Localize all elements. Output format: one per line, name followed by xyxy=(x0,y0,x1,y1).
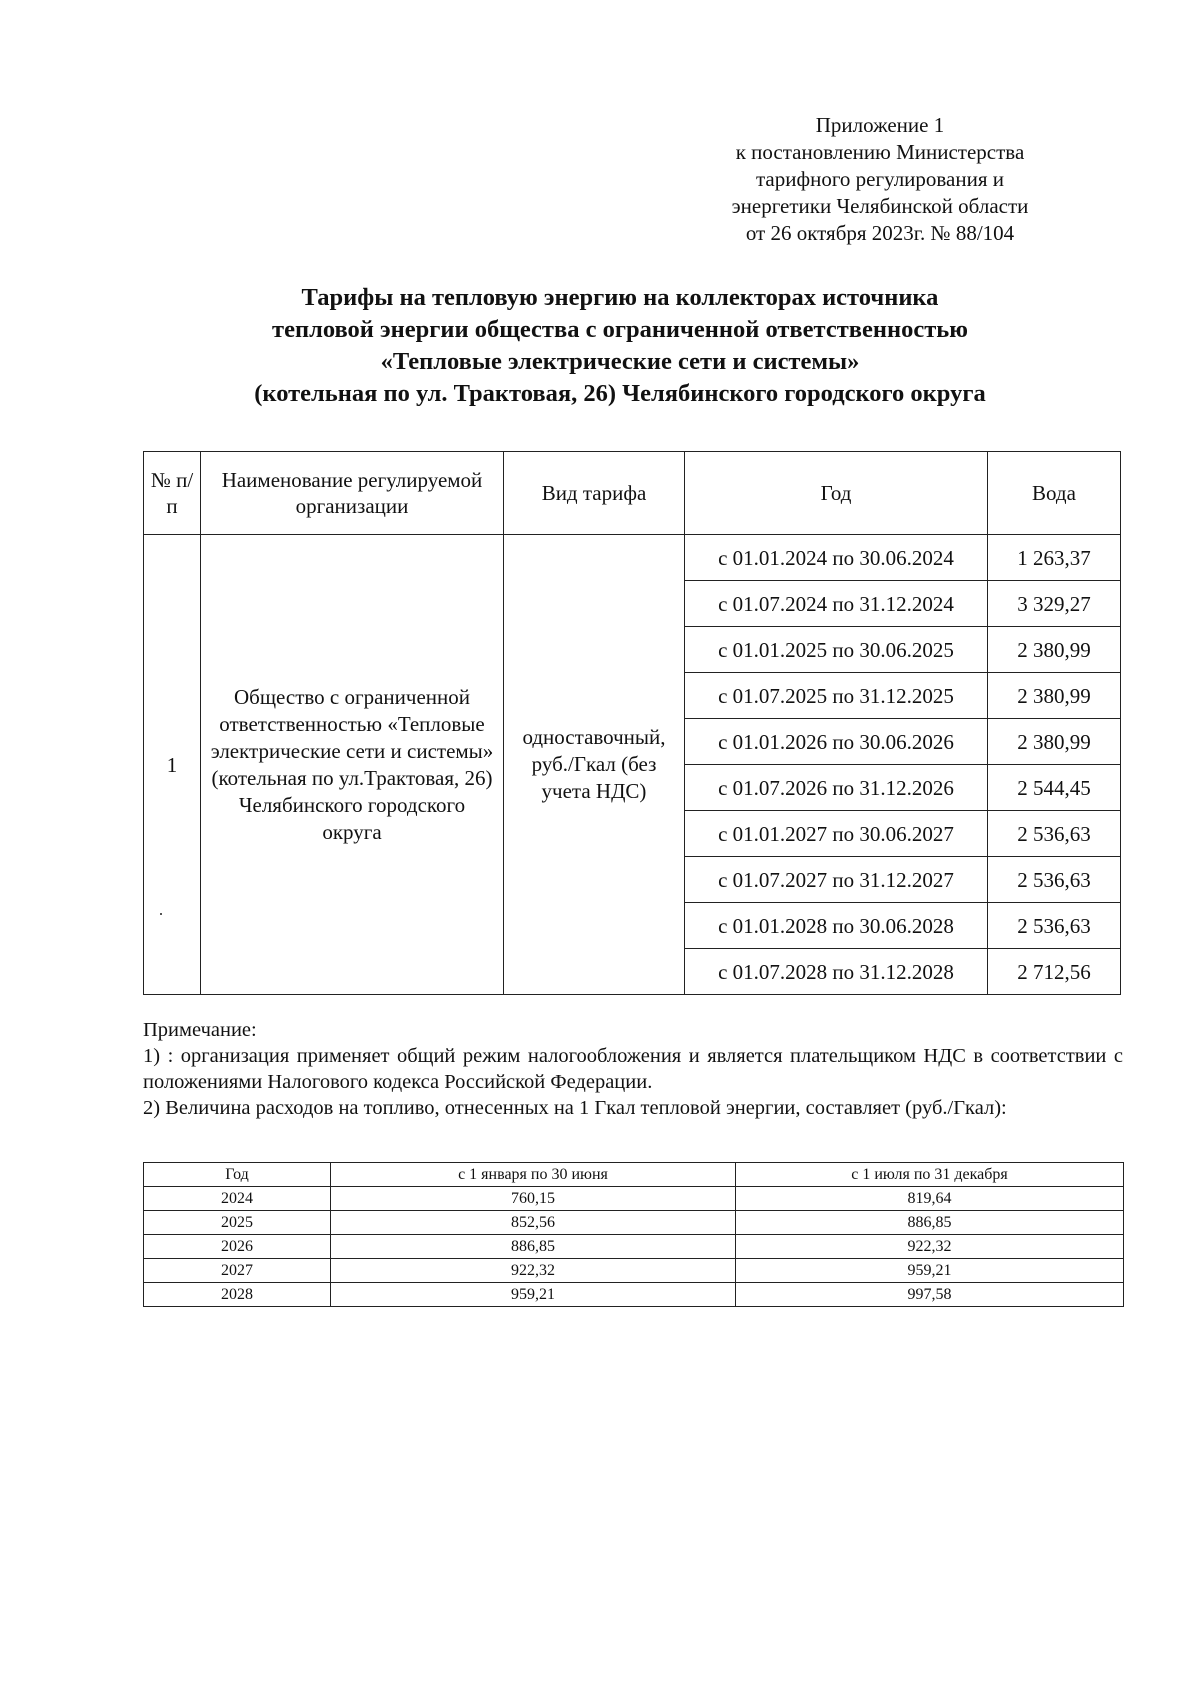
period-cell: с 01.01.2027 по 30.06.2027 xyxy=(685,811,988,857)
water-tariff-value: 2 536,63 xyxy=(988,811,1121,857)
fuel-second-half-cell: 997,58 xyxy=(736,1283,1124,1307)
fuel-second-half-cell: 819,64 xyxy=(736,1187,1124,1211)
title-line: (котельная по ул. Трактовая, 26) Челябинского городского округа xyxy=(254,380,986,407)
organization-name: Общество с ограниченной ответственностью «Тепловые электрические сети и системы» (котельная по ул.Трактовая, 26) Челябинского городского округа xyxy=(201,535,504,995)
water-tariff-value: 1 263,37 xyxy=(988,535,1121,581)
fuel-header-first-half: с 1 января по 30 июня xyxy=(331,1163,736,1187)
water-tariff-value: 2 380,99 xyxy=(988,719,1121,765)
annex-line: к постановлению Министерства xyxy=(735,140,1025,164)
annex-line: энергетики Челябинской области xyxy=(731,194,1029,218)
period-cell: с 01.07.2025 по 31.12.2025 xyxy=(685,673,988,719)
period-cell: с 01.01.2026 по 30.06.2026 xyxy=(685,719,988,765)
water-tariff-value: 2 536,63 xyxy=(988,857,1121,903)
note-block xyxy=(143,1017,1123,1121)
period-cell: с 01.07.2024 по 31.12.2024 xyxy=(685,581,988,627)
fuel-year-cell: 2026 xyxy=(144,1235,331,1259)
header-year: Год xyxy=(685,452,988,535)
fuel-cost-table xyxy=(143,1162,1124,1307)
fuel-row xyxy=(144,1187,1124,1211)
fuel-first-half-cell: 760,15 xyxy=(331,1187,736,1211)
water-tariff-value: 2 544,45 xyxy=(988,765,1121,811)
fuel-header-year: Год xyxy=(144,1163,331,1187)
fuel-row xyxy=(144,1259,1124,1283)
water-tariff-value: 2 712,56 xyxy=(988,949,1121,995)
period-cell: с 01.01.2024 по 30.06.2024 xyxy=(685,535,988,581)
header-org: Наименование регулируемой организации xyxy=(201,452,504,535)
annex-block xyxy=(690,112,1070,247)
annex-line: от 26 октября 2023г. № 88/104 xyxy=(745,221,1015,245)
water-tariff-value: 2 380,99 xyxy=(988,627,1121,673)
fuel-first-half-cell: 886,85 xyxy=(331,1235,736,1259)
annex-line: Приложение 1 xyxy=(815,113,945,137)
fuel-first-half-cell: 852,56 xyxy=(331,1211,736,1235)
title-line: Тарифы на тепловую энергию на коллекторах источника xyxy=(301,284,939,311)
tariff-type: одноставочный, руб./Гкал (без учета НДС) xyxy=(504,535,685,995)
scan-speck xyxy=(160,913,162,915)
fuel-row xyxy=(144,1283,1124,1307)
header-num: № п/п xyxy=(144,452,201,535)
tariff-row xyxy=(144,535,1121,581)
period-cell: с 01.01.2028 по 30.06.2028 xyxy=(685,903,988,949)
fuel-year-cell: 2025 xyxy=(144,1211,331,1235)
annex-line: тарифного регулирования и xyxy=(756,167,1004,191)
fuel-second-half-cell: 959,21 xyxy=(736,1259,1124,1283)
note-heading: Примечание: xyxy=(143,1019,257,1041)
fuel-row xyxy=(144,1235,1124,1259)
fuel-header-second-half: с 1 июля по 31 декабря xyxy=(736,1163,1124,1187)
period-cell: с 01.07.2026 по 31.12.2026 xyxy=(685,765,988,811)
water-tariff-value: 2 536,63 xyxy=(988,903,1121,949)
fuel-year-cell: 2027 xyxy=(144,1259,331,1283)
document-title xyxy=(130,282,1110,410)
fuel-second-half-cell: 886,85 xyxy=(736,1211,1124,1235)
water-tariff-value: 3 329,27 xyxy=(988,581,1121,627)
note-item-2: 2) Величина расходов на топливо, отнесенных на 1 Гкал тепловой энергии, составляет (руб./Гкал): xyxy=(143,1097,1007,1119)
title-line: «Тепловые электрические сети и системы» xyxy=(380,348,860,375)
period-cell: с 01.07.2027 по 31.12.2027 xyxy=(685,857,988,903)
period-cell: с 01.01.2025 по 30.06.2025 xyxy=(685,627,988,673)
tariff-table xyxy=(143,451,1121,995)
tariff-header-row xyxy=(144,452,1121,535)
fuel-year-cell: 2024 xyxy=(144,1187,331,1211)
header-water: Вода xyxy=(988,452,1121,535)
header-type: Вид тарифа xyxy=(504,452,685,535)
water-tariff-value: 2 380,99 xyxy=(988,673,1121,719)
row-number: 1 xyxy=(144,535,201,995)
note-item-1: 1) : организация применяет общий режим налогообложения и является плательщиком НДС в соответствии с положениями Налогового кодекса Российской Федерации. xyxy=(143,1045,1123,1093)
fuel-header-row xyxy=(144,1163,1124,1187)
fuel-year-cell: 2028 xyxy=(144,1283,331,1307)
fuel-first-half-cell: 922,32 xyxy=(331,1259,736,1283)
fuel-second-half-cell: 922,32 xyxy=(736,1235,1124,1259)
fuel-first-half-cell: 959,21 xyxy=(331,1283,736,1307)
title-line: тепловой энергии общества с ограниченной ответственностью xyxy=(272,316,968,343)
period-cell: с 01.07.2028 по 31.12.2028 xyxy=(685,949,988,995)
fuel-row xyxy=(144,1211,1124,1235)
